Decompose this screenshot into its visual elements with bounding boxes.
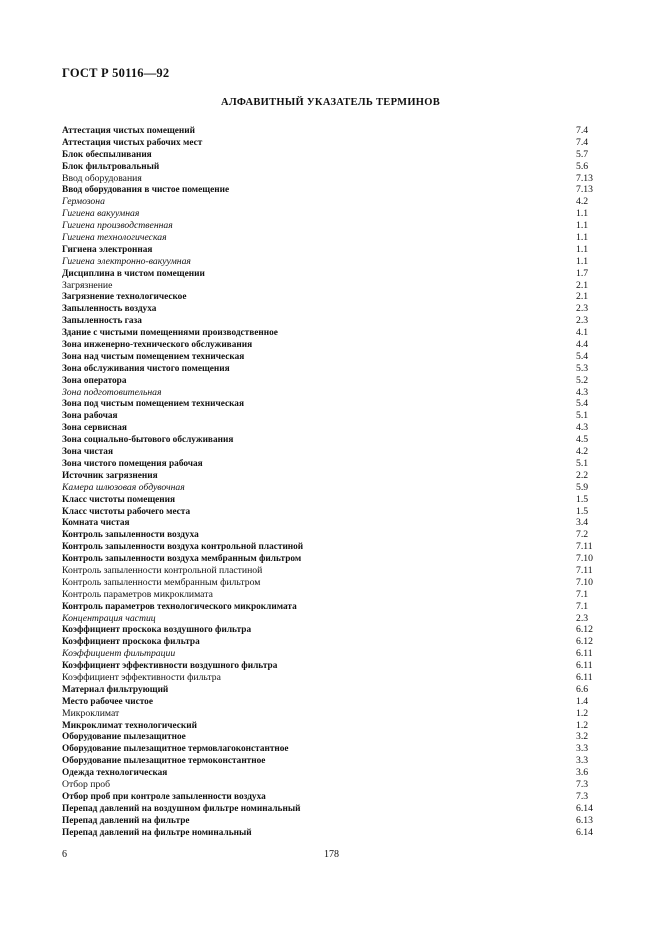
index-term: Класс чистоты рабочего места bbox=[62, 506, 191, 517]
index-row bbox=[62, 743, 602, 755]
index-term: Аттестация чистых помещений bbox=[62, 126, 196, 136]
index-term: Аттестация чистых рабочих мест bbox=[62, 137, 203, 148]
index-row bbox=[62, 351, 602, 363]
index-row bbox=[62, 708, 602, 720]
index-section-ref: 7.3 bbox=[576, 778, 589, 790]
index-row bbox=[62, 541, 602, 553]
index-term: Блок обеспыливания bbox=[62, 149, 152, 160]
index-section-ref: 1.2 bbox=[576, 719, 589, 731]
index-term: Отбор проб bbox=[62, 778, 111, 790]
page-number-center: 178 bbox=[324, 849, 339, 860]
index-section-ref: 6.12 bbox=[576, 624, 593, 636]
index-row bbox=[62, 327, 602, 339]
index-term: Перепад давлений на фильтре номинальный bbox=[62, 827, 252, 838]
index-section-ref: 5.1 bbox=[576, 410, 589, 422]
index-term: Коэффициент эффективности фильтра bbox=[62, 671, 221, 683]
index-term: Ввод оборудования в чистое помещение bbox=[62, 185, 230, 196]
index-term: Ввод оборудования bbox=[62, 172, 142, 184]
index-section-ref: 1.2 bbox=[576, 707, 589, 719]
index-row bbox=[62, 410, 602, 422]
index-row bbox=[62, 422, 602, 434]
index-section-ref: 3.6 bbox=[576, 767, 589, 779]
index-section-ref: 6.13 bbox=[576, 814, 593, 826]
index-section-ref: 3.3 bbox=[576, 743, 589, 755]
index-term: Концентрация частиц bbox=[62, 612, 156, 624]
index-section-ref: 2.3 bbox=[576, 612, 589, 624]
index-section-ref: 2.1 bbox=[576, 279, 589, 291]
index-row bbox=[62, 672, 602, 684]
index-term: Запыленность газа bbox=[62, 316, 142, 327]
index-term: Зона инженерно-технического обслуживания bbox=[62, 340, 253, 351]
index-row bbox=[62, 494, 602, 506]
index-section-ref: 6.11 bbox=[576, 660, 593, 672]
index-row bbox=[62, 398, 602, 410]
index-row bbox=[62, 256, 602, 268]
index-row bbox=[62, 375, 602, 387]
index-row bbox=[62, 244, 602, 256]
index-section-ref: 5.4 bbox=[576, 398, 589, 410]
index-section-ref: 4.1 bbox=[576, 327, 589, 339]
term-index-list bbox=[62, 125, 602, 838]
index-term: Загрязнение bbox=[62, 279, 113, 291]
index-row bbox=[62, 470, 602, 482]
index-row bbox=[62, 660, 602, 672]
document-code-header: ГОСТ Р 50116—92 bbox=[62, 66, 170, 80]
index-row bbox=[62, 458, 602, 470]
index-row bbox=[62, 613, 602, 625]
index-row bbox=[62, 208, 602, 220]
index-section-ref: 1.7 bbox=[576, 267, 589, 279]
index-term: Класс чистоты помещения bbox=[62, 494, 176, 505]
index-term: Коэффициент фильтрации bbox=[62, 648, 176, 660]
index-row bbox=[62, 125, 602, 137]
index-row bbox=[62, 268, 602, 280]
index-row bbox=[62, 482, 602, 494]
index-term: Контроль параметров технологического микроклимата bbox=[62, 601, 297, 612]
index-row bbox=[62, 755, 602, 767]
index-section-ref: 6.12 bbox=[576, 636, 593, 648]
index-term: Дисциплина в чистом помещении bbox=[62, 268, 205, 279]
index-section-ref: 7.4 bbox=[576, 136, 589, 148]
index-term: Зона социально-бытового обслуживания bbox=[62, 435, 234, 446]
index-term: Перепад давлений на фильтре bbox=[62, 815, 190, 826]
index-term: Оборудование пылезащитное bbox=[62, 732, 186, 743]
index-section-ref: 4.3 bbox=[576, 386, 589, 398]
index-term: Зона обслуживания чистого помещения bbox=[62, 363, 230, 374]
index-term: Камера шлюзовая обдувочная bbox=[62, 481, 185, 493]
index-row bbox=[62, 339, 602, 351]
index-section-ref: 3.2 bbox=[576, 731, 589, 743]
index-row bbox=[62, 220, 602, 232]
index-row bbox=[62, 232, 602, 244]
index-section-ref: 1.5 bbox=[576, 505, 589, 517]
index-row bbox=[62, 720, 602, 732]
index-row bbox=[62, 815, 602, 827]
index-section-ref: 1.1 bbox=[576, 220, 589, 232]
index-section-ref: 3.4 bbox=[576, 517, 589, 529]
index-row bbox=[62, 363, 602, 375]
index-row bbox=[62, 636, 602, 648]
page-number-left: 6 bbox=[62, 849, 67, 860]
index-section-ref: 7.4 bbox=[576, 125, 589, 136]
index-section-ref: 7.3 bbox=[576, 790, 589, 802]
index-term: Зона сервисная bbox=[62, 423, 127, 434]
index-row bbox=[62, 779, 602, 791]
index-section-ref: 7.10 bbox=[576, 576, 593, 588]
index-row bbox=[62, 303, 602, 315]
index-term: Зона чистая bbox=[62, 447, 113, 458]
index-row bbox=[62, 601, 602, 613]
index-row bbox=[62, 791, 602, 803]
index-row bbox=[62, 803, 602, 815]
index-row bbox=[62, 137, 602, 149]
index-section-ref: 4.2 bbox=[576, 446, 589, 458]
index-term: Источник загрязнения bbox=[62, 470, 158, 481]
index-term: Контроль запыленности мембранным фильтром bbox=[62, 576, 261, 588]
index-row bbox=[62, 315, 602, 327]
index-section-ref: 5.9 bbox=[576, 481, 589, 493]
index-section-ref: 2.3 bbox=[576, 303, 589, 315]
index-section-ref: 7.1 bbox=[576, 588, 589, 600]
index-section-ref: 7.13 bbox=[576, 172, 593, 184]
index-section-ref: 3.3 bbox=[576, 755, 589, 767]
index-term: Контроль запыленности воздуха контрольной пластиной bbox=[62, 542, 304, 553]
index-row bbox=[62, 577, 602, 589]
index-section-ref: 7.11 bbox=[576, 564, 593, 576]
index-section-ref: 2.2 bbox=[576, 469, 589, 481]
index-term: Место рабочее чистое bbox=[62, 696, 153, 707]
index-term: Зона над чистым помещением техническая bbox=[62, 351, 245, 362]
index-title: АЛФАВИТНЫЙ УКАЗАТЕЛЬ ТЕРМИНОВ bbox=[220, 97, 441, 108]
index-section-ref: 1.1 bbox=[576, 255, 589, 267]
index-term: Гигиена производственная bbox=[62, 220, 173, 232]
index-term: Гермозона bbox=[62, 196, 105, 208]
index-term: Материал фильтрующий bbox=[62, 684, 169, 695]
index-row bbox=[62, 589, 602, 601]
index-section-ref: 4.4 bbox=[576, 339, 589, 351]
index-section-ref: 5.7 bbox=[576, 148, 589, 160]
index-term: Гигиена технологическая bbox=[62, 232, 167, 244]
index-section-ref: 2.3 bbox=[576, 315, 589, 327]
index-term: Блок фильтровальный bbox=[62, 161, 160, 172]
index-term: Загрязнение технологическое bbox=[62, 292, 187, 303]
index-term: Коэффициент проскока фильтра bbox=[62, 637, 200, 648]
index-row bbox=[62, 565, 602, 577]
index-term: Зона оператора bbox=[62, 375, 127, 386]
index-section-ref: 1.1 bbox=[576, 208, 589, 220]
index-section-ref: 1.1 bbox=[576, 232, 589, 244]
index-section-ref: 6.11 bbox=[576, 671, 593, 683]
index-term: Зона чистого помещения рабочая bbox=[62, 458, 203, 469]
index-row bbox=[62, 196, 602, 208]
index-section-ref: 5.6 bbox=[576, 160, 589, 172]
index-section-ref: 7.2 bbox=[576, 529, 589, 541]
index-row bbox=[62, 624, 602, 636]
index-row bbox=[62, 767, 602, 779]
index-term: Гигиена вакуумная bbox=[62, 208, 140, 220]
index-section-ref: 6.6 bbox=[576, 683, 589, 695]
index-row bbox=[62, 648, 602, 660]
index-section-ref: 6.14 bbox=[576, 826, 593, 838]
index-term: Контроль параметров микроклимата bbox=[62, 588, 213, 600]
index-row bbox=[62, 684, 602, 696]
index-section-ref: 5.4 bbox=[576, 350, 589, 362]
index-section-ref: 4.3 bbox=[576, 422, 589, 434]
index-row bbox=[62, 280, 602, 292]
index-section-ref: 5.1 bbox=[576, 457, 589, 469]
index-section-ref: 6.11 bbox=[576, 648, 593, 660]
index-row bbox=[62, 696, 602, 708]
index-term: Микроклимат технологический bbox=[62, 720, 197, 731]
index-section-ref: 2.1 bbox=[576, 291, 589, 303]
index-row bbox=[62, 529, 602, 541]
index-term: Контроль запыленности воздуха bbox=[62, 530, 199, 541]
index-row bbox=[62, 291, 602, 303]
index-section-ref: 7.10 bbox=[576, 553, 593, 565]
index-term: Запыленность воздуха bbox=[62, 304, 157, 315]
index-term: Коэффициент проскока воздушного фильтра bbox=[62, 625, 252, 636]
index-row bbox=[62, 173, 602, 185]
index-row bbox=[62, 387, 602, 399]
index-term: Комната чистая bbox=[62, 518, 130, 529]
index-term: Одежда технологическая bbox=[62, 768, 168, 779]
index-section-ref: 4.2 bbox=[576, 196, 589, 208]
index-term: Микроклимат bbox=[62, 707, 120, 719]
index-term: Перепад давлений на воздушном фильтре номинальный bbox=[62, 803, 301, 814]
index-row bbox=[62, 553, 602, 565]
index-term: Гигиена электронно-вакуумная bbox=[62, 255, 191, 267]
index-term: Зона подготовительная bbox=[62, 386, 162, 398]
index-section-ref: 4.5 bbox=[576, 434, 589, 446]
index-row bbox=[62, 827, 602, 839]
index-term: Оборудование пылезащитное термоконстантное bbox=[62, 756, 266, 767]
index-row bbox=[62, 517, 602, 529]
index-section-ref: 5.2 bbox=[576, 374, 589, 386]
index-section-ref: 7.11 bbox=[576, 541, 593, 553]
index-term: Зона рабочая bbox=[62, 411, 118, 422]
index-row bbox=[62, 184, 602, 196]
index-section-ref: 1.5 bbox=[576, 493, 589, 505]
index-section-ref: 7.1 bbox=[576, 600, 589, 612]
index-section-ref: 5.3 bbox=[576, 362, 589, 374]
index-section-ref: 6.14 bbox=[576, 802, 593, 814]
index-term: Оборудование пылезащитное термовлагоконстантное bbox=[62, 744, 289, 755]
index-term: Отбор проб при контроле запыленности воздуха bbox=[62, 791, 266, 802]
index-term: Контроль запыленности контрольной пластиной bbox=[62, 564, 263, 576]
index-row bbox=[62, 731, 602, 743]
index-row bbox=[62, 161, 602, 173]
index-row bbox=[62, 149, 602, 161]
index-row bbox=[62, 506, 602, 518]
index-term: Здание с чистыми помещениями производственное bbox=[62, 328, 278, 339]
index-term: Зона под чистым помещением техническая bbox=[62, 399, 244, 410]
index-row bbox=[62, 446, 602, 458]
index-row bbox=[62, 434, 602, 446]
index-section-ref: 1.4 bbox=[576, 695, 589, 707]
index-section-ref: 1.1 bbox=[576, 243, 589, 255]
index-term: Контроль запыленности воздуха мембранным фильтром bbox=[62, 554, 302, 565]
index-term: Коэффициент эффективности воздушного фильтра bbox=[62, 661, 278, 672]
index-section-ref: 7.13 bbox=[576, 184, 593, 196]
index-term: Гигиена электронная bbox=[62, 244, 153, 255]
